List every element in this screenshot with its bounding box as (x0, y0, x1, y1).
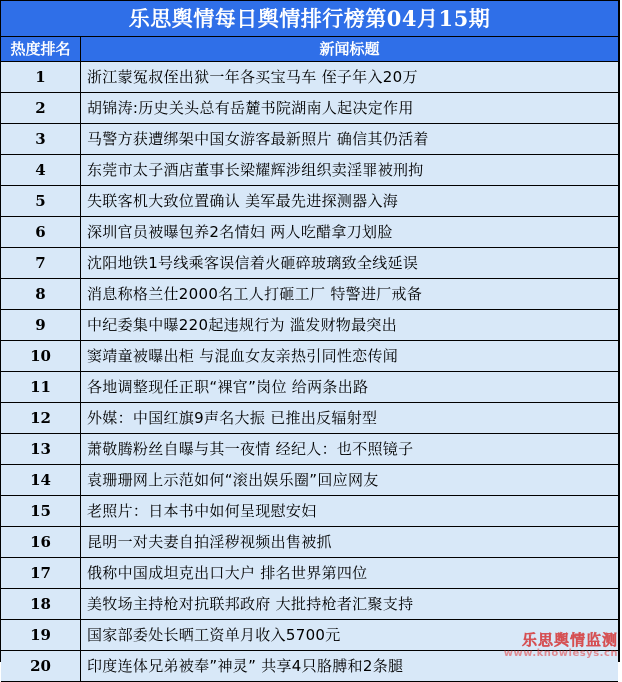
row-rank: 17 (1, 558, 81, 588)
table-row (1, 527, 618, 558)
row-news-title: 俄称中国成坦克出口大户 排名世界第四位 (87, 564, 368, 582)
watermark-name: 乐思舆情监测 (521, 631, 618, 649)
row-rank: 11 (1, 372, 81, 402)
table-row (1, 651, 618, 682)
table-row (1, 341, 618, 372)
table-row (1, 620, 618, 651)
table-title: 乐思舆情每日舆情排行榜第04月15期 (1, 1, 618, 37)
row-rank: 3 (1, 124, 81, 154)
row-news-title: 印度连体兄弟被奉”神灵” 共享4只胳膊和2条腿 (87, 657, 404, 675)
row-news-title: 昆明一对夫妻自拍淫秽视频出售被抓 (87, 533, 332, 551)
watermark-url: www.knowlesys.cn (503, 648, 618, 659)
header-rank: 热度排名 (1, 37, 81, 61)
row-news-title: 浙江蒙冤叔侄出狱一年各买宝马车 侄子年入20万 (87, 68, 418, 86)
row-rank: 1 (1, 62, 81, 92)
row-news-title: 萧敬腾粉丝自曝与其一夜情 经纪人：也不照镜子 (87, 440, 414, 458)
table-row (1, 310, 618, 341)
table-row (1, 589, 618, 620)
row-rank: 18 (1, 589, 81, 619)
row-rank: 6 (1, 217, 81, 247)
row-news-title: 各地调整现任正职“裸官”岗位 给两条出路 (87, 378, 369, 396)
table-row (1, 279, 618, 310)
row-rank: 10 (1, 341, 81, 371)
row-rank: 15 (1, 496, 81, 526)
table-row (1, 62, 618, 93)
row-rank: 9 (1, 310, 81, 340)
row-rank: 12 (1, 403, 81, 433)
row-rank: 4 (1, 155, 81, 185)
table-row (1, 372, 618, 403)
row-rank: 2 (1, 93, 81, 123)
table-row (1, 248, 618, 279)
table-row (1, 93, 618, 124)
header-news-title: 新闻标题 (319, 40, 380, 58)
row-news-title: 失联客机大致位置确认 美军最先进探测器入海 (87, 192, 399, 210)
row-news-title: 窦靖童被曝出柜 与混血女友亲热引同性恋传闻 (87, 347, 399, 365)
row-news-title: 袁珊珊网上示范如何“滚出娱乐圈”回应网友 (87, 471, 379, 489)
row-rank: 19 (1, 620, 81, 650)
table-row (1, 155, 618, 186)
row-news-title: 胡锦涛:历史关头总有岳麓书院湖南人起决定作用 (87, 99, 414, 117)
row-rank: 13 (1, 434, 81, 464)
row-news-title: 深圳官员被曝包养2名情妇 两人吃醋拿刀划脸 (87, 223, 393, 241)
row-rank: 20 (1, 651, 81, 681)
row-news-title: 马警方获遭绑架中国女游客最新照片 确信其仍活着 (87, 130, 429, 148)
table-row (1, 403, 618, 434)
table-row (1, 186, 618, 217)
table-row (1, 434, 618, 465)
table-row (1, 217, 618, 248)
row-news-title: 中纪委集中曝220起违规行为 滥发财物最突出 (87, 316, 398, 334)
row-news-title: 美牧场主持枪对抗联邦政府 大批持枪者汇聚支持 (87, 595, 414, 613)
table-header-row (1, 37, 618, 62)
row-news-title: 老照片：日本书中如何呈现慰安妇 (87, 502, 317, 520)
row-news-title: 外媒：中国红旗9声名大振 已推出反辐射型 (87, 409, 378, 427)
row-rank: 14 (1, 465, 81, 495)
table-body (1, 62, 618, 682)
row-rank: 16 (1, 527, 81, 557)
table-row (1, 558, 618, 589)
row-rank: 5 (1, 186, 81, 216)
table-row (1, 124, 618, 155)
row-rank: 8 (1, 279, 81, 309)
row-news-title: 东莞市太子酒店董事长梁耀辉涉组织卖淫罪被刑拘 (87, 161, 424, 179)
row-news-title: 国家部委处长晒工资单月收入5700元 (87, 626, 341, 644)
row-news-title: 沈阳地铁1号线乘客误信着火砸碎玻璃致全线延误 (87, 254, 419, 272)
table-row (1, 465, 618, 496)
row-news-title: 消息称格兰仕2000名工人打砸工厂 特警进厂戒备 (87, 285, 423, 303)
row-rank: 7 (1, 248, 81, 278)
table-row (1, 496, 618, 527)
